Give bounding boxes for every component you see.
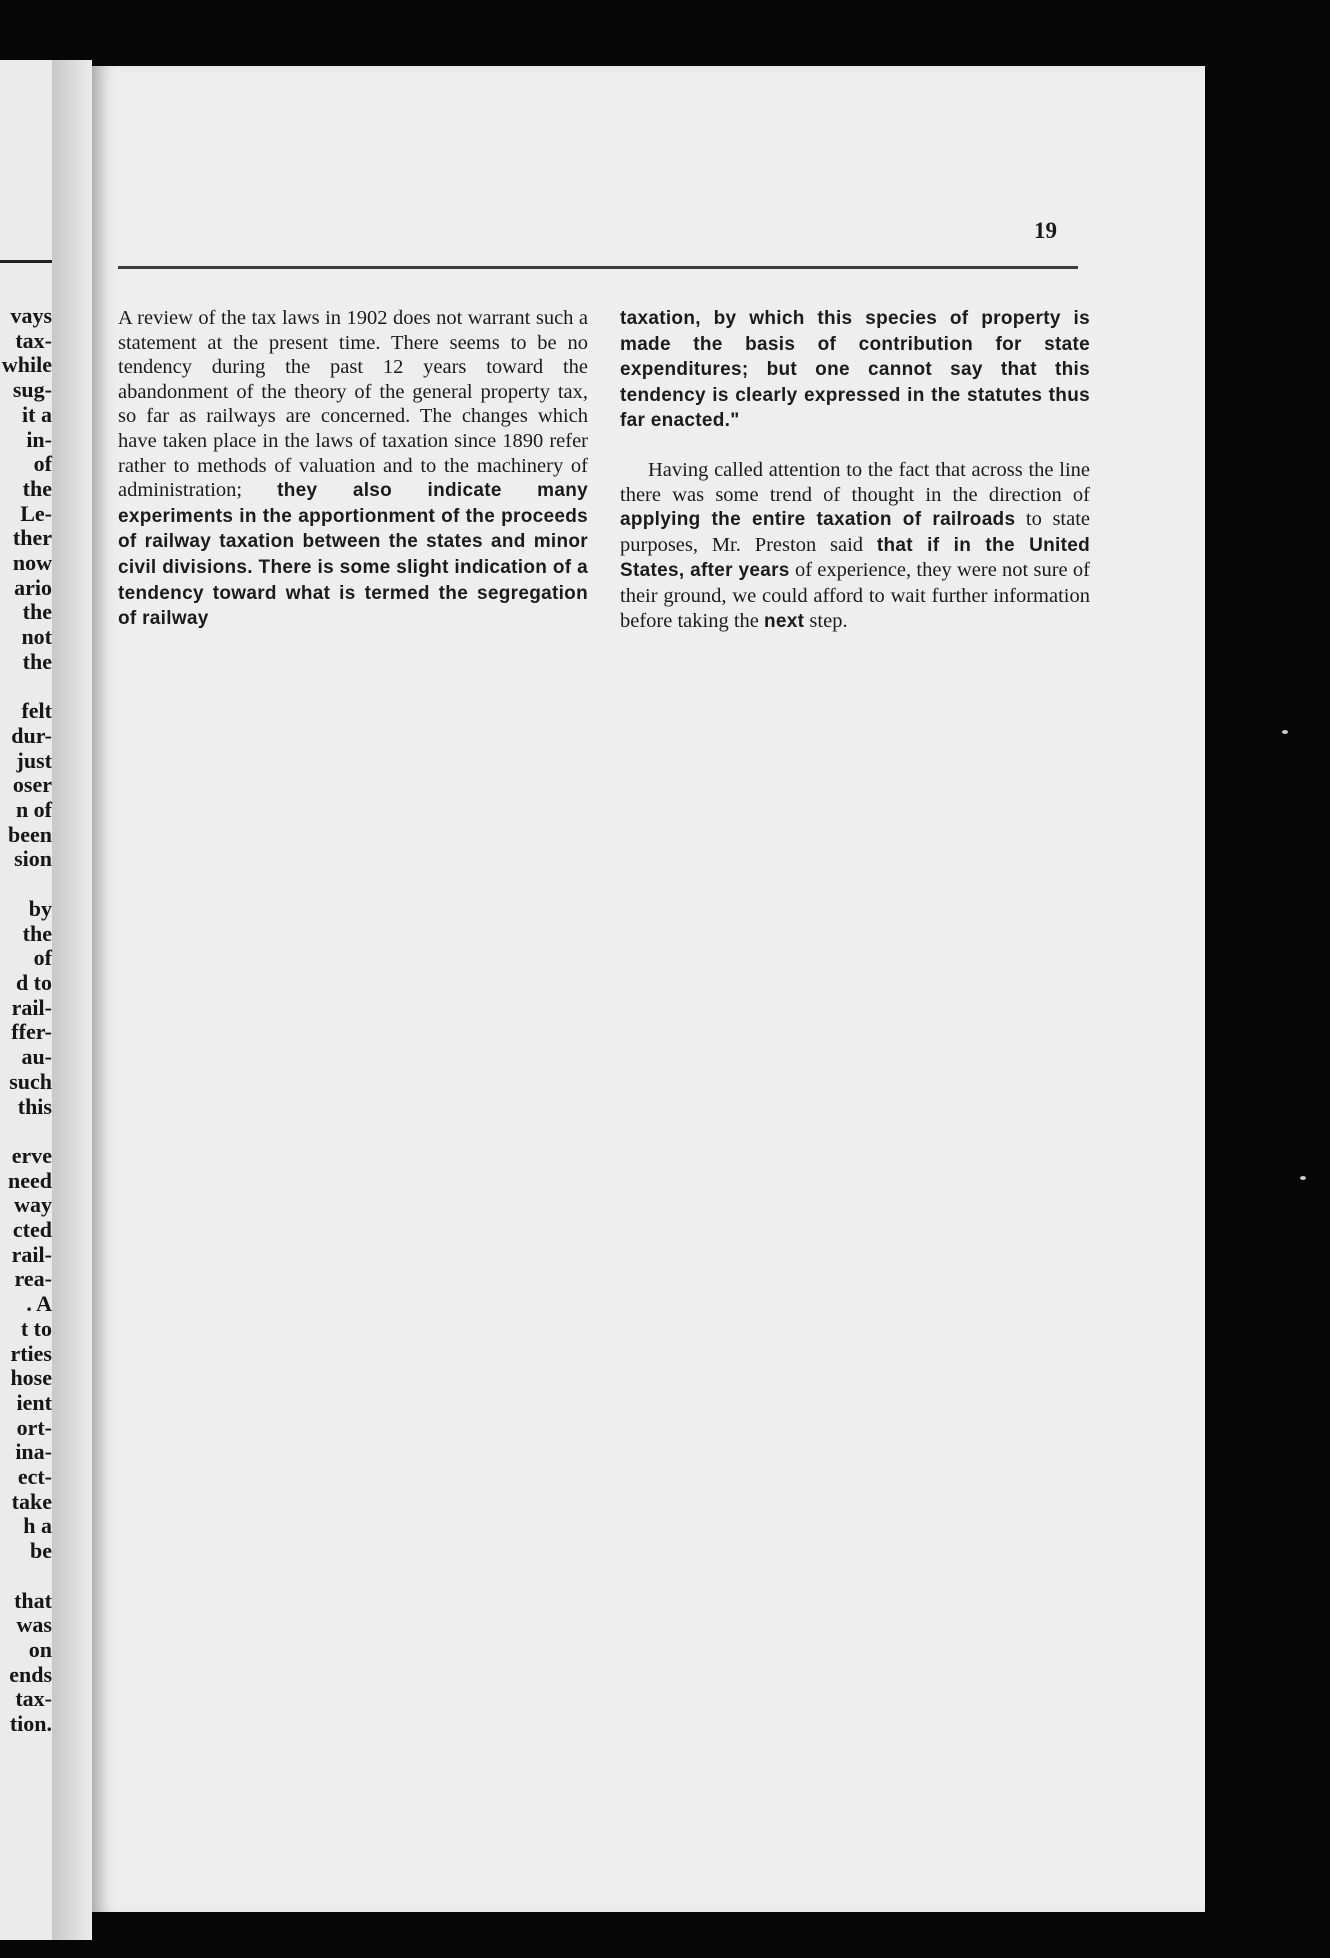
previous-page-fragment: ort- [16,1414,52,1440]
previous-page-fragment: d to [15,969,52,995]
previous-page-fragment: in- [26,426,52,452]
previous-page-fragment: ends [9,1661,52,1687]
right-column [620,306,1090,634]
previous-page-fragment: t to [20,1315,52,1341]
previous-page-fragment: the [22,920,52,946]
paragraph-text-1: Having called attention to the fact that across the line there was some trend of thought in the direction of [620,458,1090,506]
previous-page-fragment: now [12,550,52,576]
previous-page-fragment [0,1564,52,1589]
previous-page-fragment: the [22,475,52,501]
previous-page-fragment: just [16,747,52,773]
paragraph-bold-3: next [764,610,805,632]
previous-page-fragment: it a [22,401,52,427]
page-number: 19 [1034,218,1057,243]
previous-page-fragment: rties [10,1340,52,1366]
previous-page-text [0,304,52,1737]
previous-page-fragment: ther [12,525,52,551]
previous-page-fragment: ient [16,1389,52,1415]
previous-page-fragment: way [14,1192,52,1218]
previous-page-fragment: the [22,648,52,674]
previous-page-fragment: cted [12,1217,52,1243]
paragraph-text-2: to state purposes, Mr. Preston said [620,508,1091,556]
previous-page-fragment: Le- [20,500,52,526]
previous-page-fragment: was [16,1612,52,1638]
previous-page-fragment: that [14,1587,52,1613]
previous-page-rule [0,260,52,263]
previous-page-fragment: been [8,821,52,847]
previous-page-fragment: rail- [11,994,52,1020]
paragraph-text-4: step. [809,609,848,632]
previous-page-fragment: vays [10,303,52,328]
previous-page-fragment: take [11,1488,52,1514]
left-paragraph [118,306,588,632]
previous-page-fragment: tax- [15,1686,52,1712]
scan-speck [1282,730,1288,734]
left-regular-text: A review of the tax laws in 1902 does not warrant such a statement at the present time. There seems to be no tendency during the past 12 years toward the abandonment of the theory of the general property tax, so far as railways are concerned. The changes which have taken place in the laws of taxation since 1890 refer rather to methods of valuation and to the machinery of administration; [118,307,588,502]
scan-speck [1300,1176,1306,1180]
previous-page-fragment: rea- [14,1266,52,1292]
previous-page-fragment: erve [11,1142,52,1168]
previous-page-fragment: felt [21,698,52,724]
previous-page-fragment: this [17,1093,52,1119]
paragraph-bold-1: applying the entire taxation of railroads [620,509,1016,531]
previous-page-fragment: dur- [11,722,52,748]
previous-page-fragment: ffer- [11,1019,52,1045]
previous-page-fragment: ario [14,574,52,600]
paragraph-text-3: of experience, they were not sure of their ground, we could afford to wait further information before taking the [620,559,1090,632]
previous-page-fragment: rail- [11,1241,52,1267]
document-page [92,66,1205,1912]
previous-page-fragment: of [33,945,52,971]
previous-page-fragment: au- [21,1044,52,1070]
left-column [118,306,588,632]
previous-page-fragment: need [8,1167,52,1193]
preston-paragraph [620,458,1090,634]
previous-page-fragment [0,675,52,700]
previous-page-fragment: n of [15,797,52,823]
previous-page-fragment: oser [12,772,52,798]
previous-page-fragment: not [21,624,52,650]
header-rule [118,266,1078,269]
previous-page-fragment: tax- [15,327,52,353]
previous-page-fragment: by [28,895,52,921]
previous-page-fragment [0,1119,52,1144]
left-bold-text: they also indicate many experiments in the apportionment of the proceeds of railway taxation between the states and minor civil divisions. There is some slight indication of a tendency toward what is termed the segregation of railway [118,480,588,630]
quote-continuation [620,306,1090,434]
previous-page-fragment: sion [14,846,52,872]
previous-page-fragment: . A [26,1291,52,1317]
previous-page-fragment: sug- [12,377,52,403]
previous-page-fragment: the [22,599,52,625]
binding-shadow [52,60,92,1940]
paragraph-bold-2: that if in the United States, after years [620,534,1091,582]
previous-page-fragment [0,872,52,897]
previous-page-fragment: tion. [9,1711,52,1737]
previous-page-fragment: such [9,1068,52,1094]
previous-page-fragment: hose [10,1365,52,1391]
previous-page-fragment: be [30,1538,52,1564]
previous-page-fragment: while [1,352,52,378]
previous-page-fragment: ect- [17,1464,52,1490]
previous-page-fragment: of [33,451,52,477]
previous-page-fragment: h a [23,1513,52,1539]
previous-page-fragment: on [28,1636,52,1662]
previous-page-fragment: ina- [15,1439,52,1465]
quote-bold-text: taxation, by which this species of property is made the basis of contribution for state expenditures; but one cannot say that this tendency is clearly expressed in the statutes thus far enacted." [620,308,1090,432]
